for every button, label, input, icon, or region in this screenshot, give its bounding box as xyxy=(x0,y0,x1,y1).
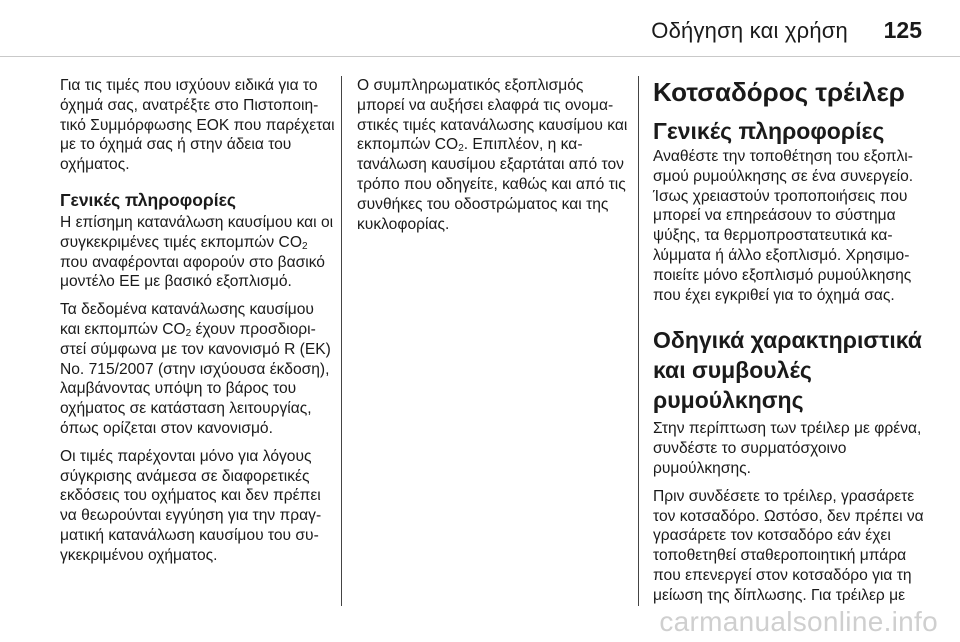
text-span: Τα δεδομένα κατανάλωσης καυσίμου και εκπομπών CO xyxy=(60,301,314,338)
general-info-subtitle: Γενικές πληροφορίες xyxy=(653,118,885,144)
page-header xyxy=(0,0,960,56)
subscript: 2 xyxy=(301,240,308,252)
column-right xyxy=(653,76,925,614)
consumption-paragraph-1 xyxy=(60,213,335,292)
installation-paragraph: Αναθέστε την τοποθέτηση του εξοπλισμού ρυμούλκησης σε ένα συνεργείο. Ίσως χρειαστούν τροποποιήσεις που μπορεί να επηρεάσουν το σύστημα ψύξης, τα θερμοπροστατευτικά καλύμματα ή άλλο εξοπλισμό. Χρησιμοποιείτε μόνο εξοπλισμό ρυμούλκησης που έχει εγκριθεί για το όχημά σας. xyxy=(653,148,914,304)
column-middle xyxy=(357,76,629,242)
text-span: που αναφέρονται αφορούν στο βασικό μοντέλο ΕΕ με βασικό εξοπλισμό. xyxy=(60,253,325,291)
towing-paragraph-1: Στην περίπτωση των τρέιλερ με φρένα, συνδέστε το συρματόσχοινο ρυμούλκησης. xyxy=(653,420,922,477)
text-span: έχουν προσδιοριστεί σύμφωνα με τον κανονισμό R (ΕΚ) No. 715/2007 (στην ισχύουσα έκδοση), λαμβάνοντας υπόψη το βάρος του οχήματος σε κατάσταση λειτουργίας, όπως ορίζεται στον κανονισμό. xyxy=(60,320,331,437)
towing-tips-subtitle: Οδηγικά χαρακτηριστικά και συμβουλές ρυμούλκησης xyxy=(653,327,922,414)
column-divider xyxy=(638,76,639,606)
trailer-hitch-title: Κοτσαδόρος τρέιλερ xyxy=(653,77,905,107)
intro-paragraph: Για τις τιμές που ισχύουν ειδικά για το όχημά σας, ανατρέξτε στο Πιστοποιητικό Συμμόρφωσης ΕΟΚ που παρέχεται με το όχημά σας ή στην άδεια του οχήματος. xyxy=(60,77,335,174)
towing-paragraph-2: Πριν συνδέσετε το τρέιλερ, γρασάρετε τον κοτσαδόρο. Ωστόσο, δεν πρέπει να γρασάρετε τον κοτσαδόρο εάν έχει τοποθετηθεί σταθεροποιητική μπάρα που επενεργεί στον κοτσαδόρο για τη μείωση της δίπλωσης. Για τρέιλερ με xyxy=(653,487,924,604)
consumption-paragraph-2 xyxy=(60,300,335,439)
page-number: 125 xyxy=(883,17,922,43)
consumption-paragraph-3: Οι τιμές παρέχονται μόνο για λόγους σύγκρισης ανάμεσα σε διαφορετικές εκδόσεις του οχήματος και δεν πρέπει να θεωρούνται εγγύηση για την πραγματική κατανάλωση καυσίμου του συγκεκριμένου οχήματος. xyxy=(60,447,322,564)
column-left xyxy=(60,76,335,574)
general-info-heading: Γενικές πληροφορίες xyxy=(60,189,237,210)
watermark: carmanualsonline.info xyxy=(659,606,938,637)
text-span: . Επιπλέον, η κατανάλωση καυσίμου εξαρτάται από τον τρόπο που οδηγείτε, καθώς και από τις συνθήκες του οδοστρώματος και της κυκλοφορίας. xyxy=(357,136,626,233)
equipment-paragraph xyxy=(357,76,629,234)
subscript: 2 xyxy=(185,327,192,339)
subscript: 2 xyxy=(458,143,464,155)
text-span: Η επίσημη κατανάλωση καυσίμου και οι συγκεκριμένες τιμές εκπομπών CO xyxy=(60,213,334,251)
text-span: Ο συμπληρωματικός εξοπλισμός μπορεί να αυξήσει ελαφρά τις ονομαστικές τιμές κατανάλωσης καυσίμου και εκπομπών CO xyxy=(357,77,628,154)
header-title: Οδήγηση και χρήση xyxy=(651,18,848,43)
column-divider xyxy=(341,76,342,606)
header-rule xyxy=(0,56,960,57)
